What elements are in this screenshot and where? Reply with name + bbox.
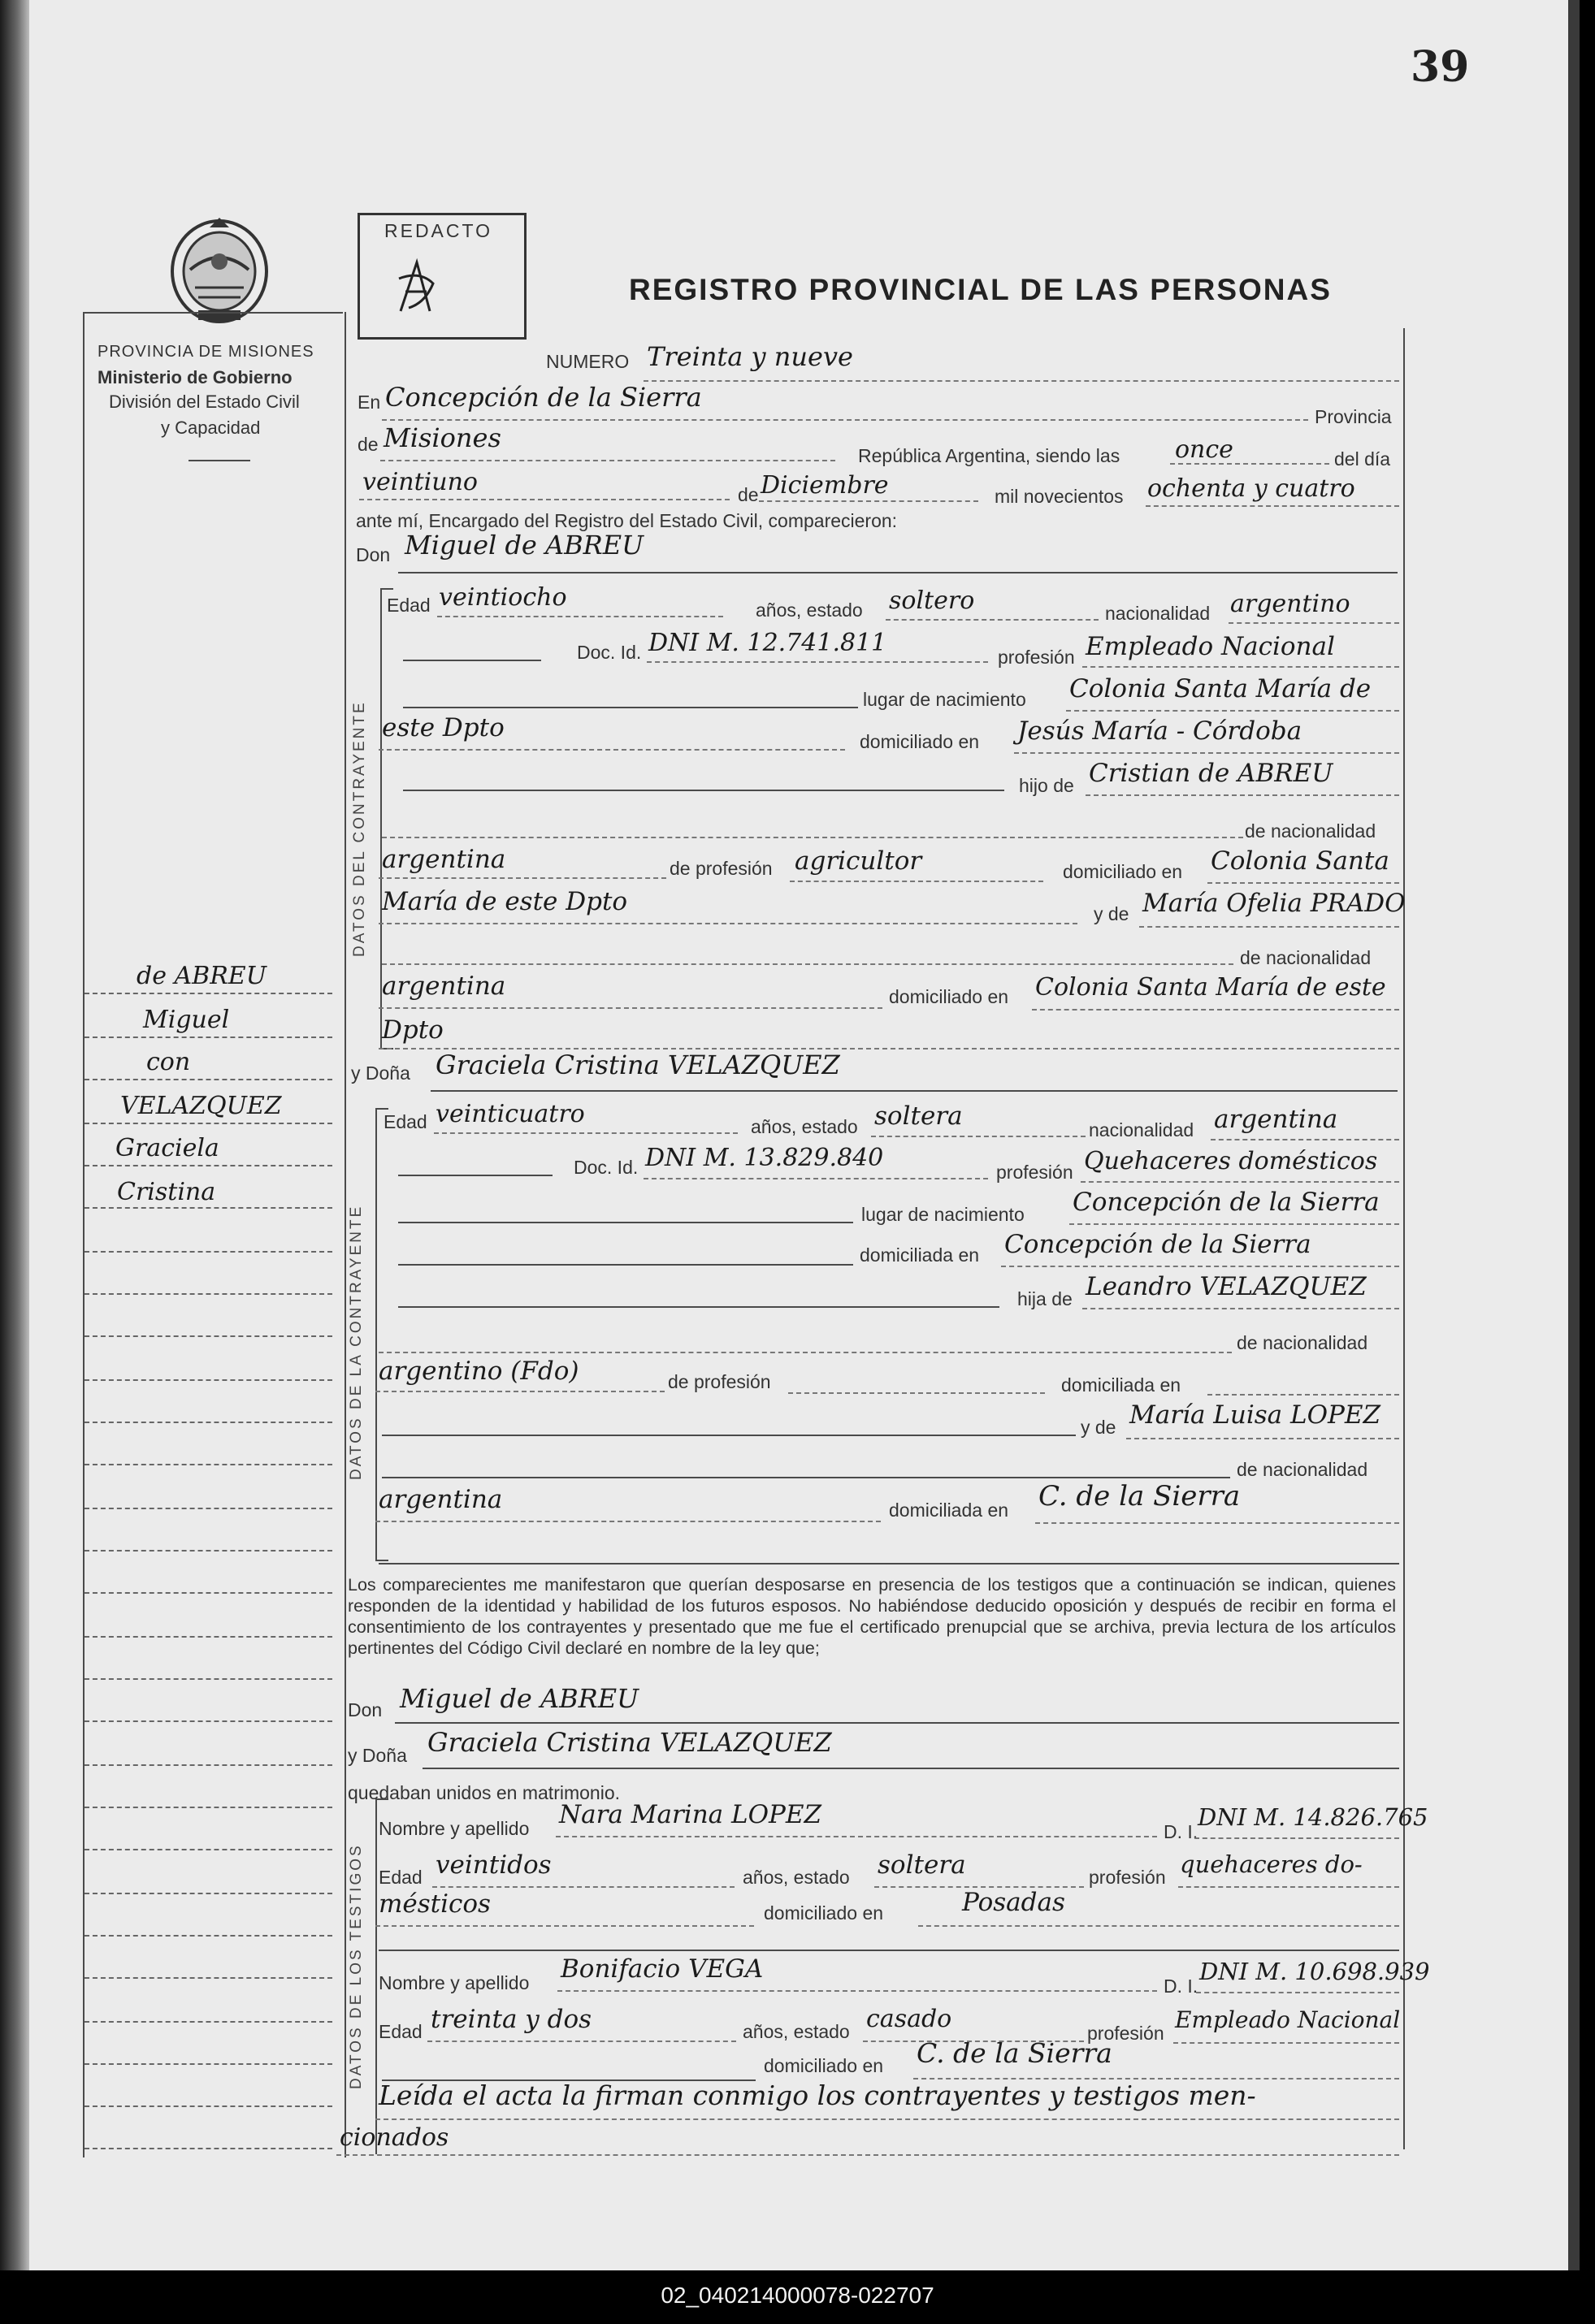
- w1-profession-2-line: [375, 1925, 754, 1927]
- bride-mother: María Luisa LOPEZ: [1129, 1400, 1381, 1430]
- w1-edad-label: Edad: [379, 1867, 423, 1888]
- w2-nombre-label: Nombre y apellido: [379, 1972, 530, 1993]
- bride-domicile: Concepción de la Sierra: [1004, 1230, 1311, 1259]
- bride-block-bottom: [379, 1563, 1399, 1564]
- bride-status: soltera: [874, 1101, 963, 1131]
- bride-profession-line: [1081, 1181, 1399, 1183]
- w2-dom-label: domiciliado en: [764, 2055, 884, 2076]
- closing-line-1: Leída el acta la firman conmigo los contrayentes y testigos men-: [379, 2079, 1256, 2111]
- del-dia-label: del día: [1334, 448, 1391, 470]
- groom-de-nac-label-2: de nacionalidad: [1240, 947, 1372, 968]
- redacto-label: REDACTO: [384, 220, 493, 241]
- ministry-header: Ministerio de Gobierno: [98, 367, 293, 387]
- act-number: Treinta y nueve: [647, 341, 853, 372]
- w1-prof-label: profesión: [1089, 1867, 1166, 1888]
- w1-domicile-line: [918, 1925, 1399, 1927]
- margin-note-given: Miguel: [143, 1006, 230, 1034]
- witness-bracket-top: [375, 1798, 388, 1800]
- header-rule: [189, 460, 250, 461]
- w1-profession-line: [1178, 1886, 1399, 1888]
- bride-father: Leandro VELAZQUEZ: [1086, 1272, 1367, 1301]
- groom-name: Miguel de ABREU: [405, 530, 644, 560]
- groom-father: Cristian de ABREU: [1089, 759, 1333, 788]
- w2-edad-label: Edad: [379, 2021, 423, 2042]
- groom-mother-extra-line: [382, 963, 1233, 965]
- groom-mother-line: [1139, 926, 1399, 928]
- bride-name: Graciela Cristina VELAZQUEZ: [436, 1049, 840, 1080]
- groom-hijo-prefix-line: [403, 790, 1004, 791]
- bride-nac-label: nacionalidad: [1089, 1119, 1194, 1140]
- w2-age-line: [427, 2041, 736, 2042]
- w2-domicile: C. de la Sierra: [917, 2037, 1112, 2069]
- w1-anos-label: años, estado: [743, 1867, 850, 1888]
- w2-profession: Empleado Nacional: [1175, 2006, 1401, 2033]
- page-number: 39: [1411, 42, 1470, 92]
- bride-profession: Quehaceres domésticos: [1084, 1147, 1378, 1175]
- division-header-line1: División del Estado Civil: [109, 392, 300, 412]
- w1-age-line: [432, 1886, 735, 1888]
- act-hour: once: [1175, 435, 1233, 464]
- bride-dom-label-2: domiciliada en: [1061, 1374, 1181, 1396]
- mil-novecientos-label: mil novecientos: [995, 486, 1124, 507]
- groom-mother-nat: argentina: [382, 972, 506, 1001]
- bride-mother-dom: C. de la Sierra: [1038, 1480, 1241, 1513]
- bride-birthplace: Concepción de la Sierra: [1073, 1188, 1380, 1217]
- act-place: Concepción de la Sierra: [385, 382, 702, 413]
- groom-status-line: [886, 619, 1099, 621]
- year-line: [1146, 505, 1399, 507]
- act-province: Misiones: [384, 422, 501, 453]
- groom-father-dom-2-line: [379, 923, 1077, 924]
- bride-doc-label: Doc. Id.: [574, 1157, 639, 1178]
- groom-father-dom-line: [1207, 882, 1399, 884]
- bride-birthplace-line: [1069, 1223, 1399, 1225]
- groom-father-line: [1086, 794, 1399, 796]
- witness-side-label: DATOS DE LOS TESTIGOS: [348, 1843, 365, 2089]
- w1-dom-label: domiciliado en: [764, 1902, 884, 1924]
- groom-de-prof-label: de profesión: [670, 858, 773, 879]
- w1-domicile: Posadas: [962, 1888, 1065, 1917]
- closing-line-2: cionados: [340, 2123, 449, 2152]
- groom-doc-label: Doc. Id.: [577, 642, 642, 663]
- groom-domicile-line: [1014, 752, 1399, 754]
- groom-mother-dom-2: Dpto: [382, 1015, 444, 1045]
- bride-mother-nat-line: [375, 1521, 881, 1522]
- provincia-label: Provincia: [1315, 406, 1392, 427]
- groom-mother-nat-line: [379, 1007, 882, 1009]
- groom-profession-line: [1082, 666, 1399, 668]
- groom-dom-label: domiciliado en: [860, 731, 980, 752]
- don-label: Don: [356, 544, 391, 565]
- bride-mother-line: [1126, 1438, 1399, 1439]
- w1-status: soltera: [878, 1850, 966, 1880]
- ante-mi-text: ante mí, Encargado del Registro del Estado Civil, comparecieron:: [356, 510, 898, 531]
- bride-prof-label: profesión: [996, 1162, 1073, 1183]
- bride-birth-prefix-line: [398, 1222, 853, 1223]
- bride-de-nac-label: de nacionalidad: [1237, 1332, 1368, 1353]
- w2-doc: DNI M. 10.698.939: [1199, 1958, 1430, 1985]
- groom-anos-label: años, estado: [756, 599, 863, 621]
- closing-line-2-rule: [336, 2154, 1399, 2156]
- right-frame-rule: [1403, 328, 1405, 2149]
- decl-bride: Graciela Cristina VELAZQUEZ: [427, 1727, 832, 1758]
- decl-quedaban: quedaban unidos en matrimonio.: [348, 1782, 621, 1803]
- bride-doc-prefix-line: [398, 1175, 553, 1176]
- w1-age: veintidos: [436, 1850, 552, 1880]
- bride-lugar-label: lugar de nacimiento: [861, 1204, 1025, 1225]
- w1-nombre-label: Nombre y apellido: [379, 1818, 530, 1839]
- witness-divider: [379, 1950, 1399, 1951]
- bride-mother-extra-line: [382, 1477, 1230, 1478]
- w2-d-label: D. I.: [1164, 1976, 1198, 1997]
- decl-don-label: Don: [348, 1699, 383, 1720]
- bride-de-nac-label-2: de nacionalidad: [1237, 1459, 1368, 1480]
- margin-note-given3: Cristina: [117, 1178, 216, 1206]
- w2-name-line: [557, 1990, 1157, 1992]
- coat-of-arms-seal: [163, 213, 276, 327]
- groom-mother-dom-1: Colonia Santa María de este: [1035, 973, 1386, 1002]
- redacto-initials-signature: [384, 254, 449, 319]
- republica-label: República Argentina, siendo las: [858, 445, 1120, 466]
- bride-doc: DNI M. 13.829.840: [645, 1144, 884, 1172]
- bride-nationality-line: [1211, 1139, 1399, 1140]
- w1-doc: DNI M. 14.826.765: [1198, 1803, 1428, 1831]
- register-title: REGISTRO PROVINCIAL DE LAS PERSONAS: [629, 273, 1332, 306]
- groom-nationality-line: [1229, 622, 1399, 624]
- groom-father-dom-2: María de este Dpto: [382, 887, 628, 916]
- w2-age: treinta y dos: [431, 2005, 592, 2034]
- place-line: [382, 419, 1308, 421]
- day-line: [359, 499, 730, 500]
- bride-father-nat-line: [375, 1391, 665, 1392]
- bride-domicile-line: [1001, 1266, 1399, 1267]
- book-binding-edge: [0, 0, 29, 2270]
- groom-lugar-label: lugar de nacimiento: [863, 689, 1026, 710]
- act-number-line: [644, 380, 1399, 382]
- bride-anos-label: años, estado: [751, 1116, 858, 1137]
- w2-name: Bonifacio VEGA: [561, 1954, 764, 1984]
- groom-nac-label: nacionalidad: [1105, 603, 1211, 624]
- bride-doc-line: [644, 1178, 988, 1179]
- bride-age-line: [434, 1132, 738, 1134]
- province-line: [380, 460, 835, 461]
- decl-groom-line: [395, 1722, 1399, 1724]
- bride-nationality: argentina: [1214, 1105, 1338, 1134]
- declaration-paragraph: Los comparecientes me manifestaron que querían desposarse en presencia de los testigos que a continuación se indican, quienes responden de la identidad y habilidad de los futuros esposos. No habiéndose deducido oposición y después de recibir en forma el consentimiento de los contrayentes y presentado que me fue el certificado prenupcial que se archiva, previa lectura de los artículos pertinentes del Código Civil declaré en nombre de la ley que;: [348, 1575, 1396, 1658]
- bride-dom-label: domiciliada en: [860, 1244, 980, 1266]
- left-margin-rule: [83, 312, 85, 2157]
- groom-bracket-top: [380, 588, 393, 590]
- bride-y-de-label: y de: [1081, 1417, 1116, 1438]
- groom-age: veintiocho: [439, 583, 567, 612]
- month-line: [759, 500, 978, 502]
- province-header: PROVINCIA DE MISIONES: [98, 343, 314, 361]
- groom-birthplace-1: Colonia Santa María de: [1069, 674, 1372, 703]
- groom-side-label: DATOS DEL CONTRAYENTE: [351, 700, 368, 957]
- groom-dom-label-2: domiciliado en: [1063, 861, 1183, 882]
- w1-doc-line: [1194, 1837, 1399, 1839]
- groom-father-nat: argentina: [382, 845, 506, 874]
- closing-line-1-rule: [375, 2118, 1399, 2120]
- column-rule: [345, 312, 346, 2157]
- witness-bracket: [375, 1798, 377, 2154]
- bride-edad-label: Edad: [384, 1111, 427, 1132]
- groom-status: soltero: [889, 586, 975, 615]
- bride-mother-nat: argentina: [379, 1485, 503, 1514]
- bride-bracket-top: [375, 1108, 388, 1110]
- w1-profession-1: quehaceres do-: [1180, 1850, 1363, 1878]
- footer-id: 02_040214000078-022707: [661, 2283, 934, 2308]
- margin-note-con: con: [146, 1048, 191, 1076]
- bride-bracket: [375, 1108, 377, 1560]
- dona-label: y Doña: [351, 1062, 410, 1084]
- w1-name: Nara Marina LOPEZ: [559, 1800, 822, 1829]
- bride-mother-dom-line: [1035, 1522, 1399, 1524]
- groom-father-extra-line: [382, 837, 1243, 838]
- w2-doc-line: [1196, 1992, 1399, 1993]
- groom-mother-dom-line: [1032, 1009, 1399, 1011]
- groom-age-line: [437, 616, 723, 617]
- bride-father-dom-line: [1207, 1394, 1399, 1396]
- bride-status-line: [871, 1136, 1086, 1137]
- groom-de-nac-label: de nacionalidad: [1245, 820, 1376, 842]
- groom-father-nat-line: [379, 877, 666, 879]
- groom-birthplace-2-line: [379, 749, 845, 751]
- w2-status: casado: [866, 2005, 952, 2033]
- margin-note-surname2: VELAZQUEZ: [120, 1092, 282, 1120]
- w2-profession-line: [1173, 2042, 1399, 2044]
- hour-line: [1170, 463, 1329, 465]
- margin-note-surname: de ABREU: [137, 962, 267, 990]
- decl-groom: Miguel de ABREU: [400, 1683, 639, 1714]
- bride-father-nat: argentino (Fdo): [379, 1357, 579, 1386]
- decl-bride-line: [423, 1768, 1399, 1769]
- bride-side-label: DATOS DE LA CONTRAYENTE: [348, 1204, 365, 1480]
- groom-birthplace-2: este Dpto: [382, 713, 505, 742]
- de-label: de: [358, 434, 379, 455]
- en-label: En: [358, 392, 381, 413]
- bride-de-prof-label: de profesión: [668, 1371, 771, 1392]
- groom-father-dom-1: Colonia Santa: [1211, 846, 1389, 876]
- w1-name-line: [556, 1836, 1157, 1837]
- groom-profession: Empleado Nacional: [1086, 632, 1335, 661]
- bride-mother-prefix-line: [382, 1435, 1076, 1436]
- groom-mother: María Ofelia PRADO: [1142, 889, 1406, 918]
- groom-prof-label: profesión: [998, 647, 1075, 668]
- bride-age: veinticuatro: [436, 1100, 585, 1128]
- groom-dom-label-3: domiciliado en: [889, 986, 1009, 1007]
- numero-label: NUMERO: [546, 351, 630, 372]
- groom-doc: DNI M. 12.741.811: [648, 629, 887, 657]
- bride-father-extra-line: [379, 1352, 1232, 1353]
- w1-profession-2: mésticos: [379, 1889, 491, 1919]
- division-header-line2: y Capacidad: [161, 418, 261, 438]
- act-year: ochenta y cuatro: [1147, 474, 1355, 503]
- margin-note-given2: Graciela: [115, 1134, 219, 1162]
- bride-hija-label: hija de: [1017, 1288, 1073, 1309]
- bride-dom-prefix-line: [398, 1264, 853, 1266]
- groom-father-prof-line: [790, 881, 1043, 882]
- groom-edad-label: Edad: [387, 595, 431, 616]
- groom-doc-line: [647, 661, 988, 663]
- groom-domicile: Jesús María - Córdoba: [1017, 716, 1302, 746]
- bride-hija-prefix-line: [398, 1306, 999, 1308]
- w1-d-label: D. I.: [1164, 1821, 1198, 1842]
- decl-dona-label: y Doña: [348, 1745, 407, 1766]
- bride-bracket-bottom: [375, 1560, 388, 1561]
- groom-birthplace-line: [1066, 710, 1399, 712]
- groom-father-prof: agricultor: [795, 846, 922, 876]
- bride-father-prof-line: [788, 1392, 1045, 1394]
- act-day: veintiuno: [362, 468, 478, 496]
- de-label-2: de: [738, 484, 759, 505]
- act-month: Diciembre: [761, 471, 889, 500]
- bride-name-line: [431, 1090, 1398, 1092]
- w2-prof-label: profesión: [1087, 2023, 1164, 2044]
- margin-top-rule: [83, 312, 343, 314]
- w2-anos-label: años, estado: [743, 2021, 850, 2042]
- groom-nationality: argentino: [1230, 590, 1350, 618]
- bride-dom-label-3: domiciliada en: [889, 1500, 1009, 1521]
- groom-doc-prefix-line: [403, 660, 541, 661]
- groom-name-line: [398, 572, 1398, 573]
- groom-y-de-label: y de: [1094, 903, 1129, 924]
- groom-birth-prefix-line: [403, 707, 858, 708]
- redacto-box: [358, 213, 527, 340]
- bride-father-line: [1082, 1308, 1399, 1309]
- groom-hijo-label: hijo de: [1019, 775, 1074, 796]
